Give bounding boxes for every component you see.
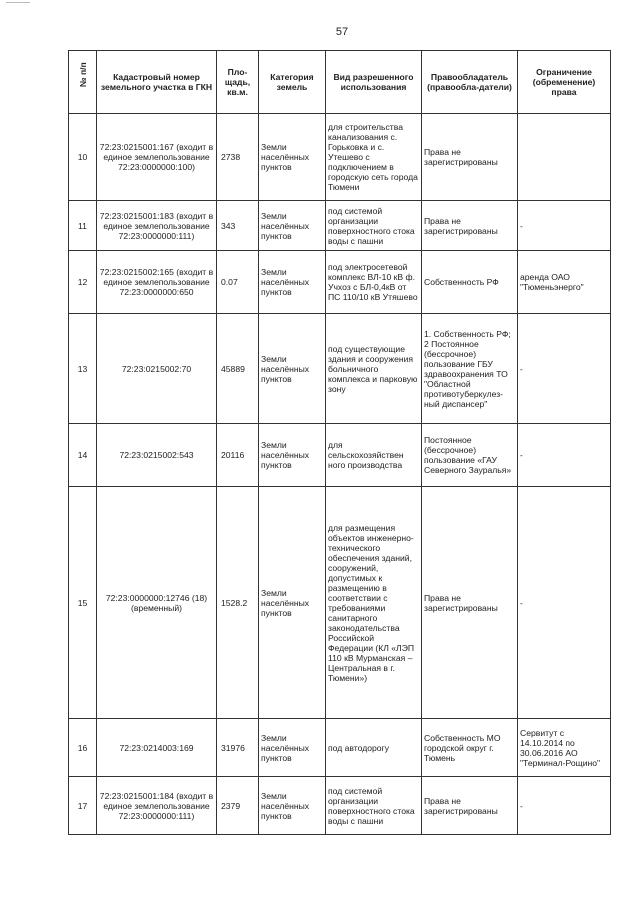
permitted-use: под автодорогу <box>326 719 422 777</box>
area-value: 2379 <box>217 777 259 835</box>
cadastral-number: 72:23:0215001:183 (входит в единое землепользование 72:23:0000000:111) <box>97 201 217 251</box>
col-header-number: № п/п <box>69 51 97 114</box>
col-header-limit: Ограничение (обременение) права <box>518 51 611 114</box>
cadastral-number: 72:23:0215002:70 <box>97 314 217 424</box>
cadastral-number: 72:23:0215001:167 (входит в единое землепользование 72:23:0000000:100) <box>97 114 217 201</box>
right-holder: 1. Собственность РФ; 2 Постоянное (бессрочное) пользование ГБУ здравоохранения ТО "Областной противотуберкулез-ный диспансер" <box>422 314 518 424</box>
area-value: 2738 <box>217 114 259 201</box>
land-category: Земли населённых пунктов <box>259 251 326 314</box>
permitted-use: под существующие здания и сооружения больничного комплекса и парковую зону <box>326 314 422 424</box>
scan-artifact-line <box>6 2 30 3</box>
row-number: 10 <box>69 114 97 201</box>
land-category: Земли населённых пунктов <box>259 201 326 251</box>
land-category: Земли населённых пунктов <box>259 777 326 835</box>
table-row <box>69 251 611 314</box>
row-number: 16 <box>69 719 97 777</box>
land-category: Земли населённых пунктов <box>259 424 326 487</box>
encumbrance: Сервитут с 14.10.2014 по 30.06.2016 АО "Терминал-Рощино" <box>518 719 611 777</box>
area-value: 31976 <box>217 719 259 777</box>
row-number: 12 <box>69 251 97 314</box>
table-row <box>69 314 611 424</box>
area-value: 0.07 <box>217 251 259 314</box>
permitted-use: для сельскохозяйствен ного производства <box>326 424 422 487</box>
page-number: 57 <box>335 26 349 38</box>
row-number: 15 <box>69 487 97 719</box>
cadastral-number: 72:23:0215002:543 <box>97 424 217 487</box>
table-row <box>69 777 611 835</box>
encumbrance: - <box>518 424 611 487</box>
encumbrance: - <box>518 777 611 835</box>
permitted-use: для строительства канализования с. Горьковка и с. Утешево с подключением в городскую сеть города Тюмени <box>326 114 422 201</box>
col-header-cadastral: Кадастровый номер земельного участка в ГКН <box>97 51 217 114</box>
col-header-category: Категория земель <box>259 51 326 114</box>
table-row <box>69 114 611 201</box>
table-header-row <box>69 51 611 114</box>
land-category: Земли населённых пунктов <box>259 719 326 777</box>
area-value: 343 <box>217 201 259 251</box>
land-category: Земли населённых пунктов <box>259 487 326 719</box>
area-value: 45889 <box>217 314 259 424</box>
permitted-use: под электросетевой комплекс ВЛ-10 кВ ф. Учхоз с БЛ-0,4кВ от ПС 110/10 кВ Утяшево <box>326 251 422 314</box>
table-row <box>69 487 611 719</box>
encumbrance: - <box>518 201 611 251</box>
table-row <box>69 719 611 777</box>
permitted-use: для размещения объектов инженерно-технического обеспечения зданий, сооружений, допустимых к размещению в соответствии с требованиями санитарного законодательства Российской Федерации (КЛ «ЛЭП 110 кВ Мурманская – Центральная в г. Тюмени») <box>326 487 422 719</box>
permitted-use: под системой организации поверхностного стока воды с пашни <box>326 201 422 251</box>
row-number: 17 <box>69 777 97 835</box>
cadastral-number: 72:23:0215001:184 (входит в единое землепользование 72:23:0000000:111) <box>97 777 217 835</box>
right-holder: Права не зарегистрированы <box>422 201 518 251</box>
right-holder: Права не зарегистрированы <box>422 777 518 835</box>
encumbrance <box>518 114 611 201</box>
right-holder: Собственность МО городской округ г. Тюмень <box>422 719 518 777</box>
table-row <box>69 201 611 251</box>
cadastral-number: 72:23:0000000:12746 (18) (временный) <box>97 487 217 719</box>
encumbrance: аренда ОАО "Тюменьэнерго" <box>518 251 611 314</box>
col-header-owner: Правообладатель (правообла-датели) <box>422 51 518 114</box>
encumbrance: - <box>518 487 611 719</box>
right-holder: Права не зарегистрированы <box>422 114 518 201</box>
permitted-use: под системой организации поверхностного стока воды с пашни <box>326 777 422 835</box>
col-header-use: Вид разрешенного использования <box>326 51 422 114</box>
table-row <box>69 424 611 487</box>
land-category: Земли населённых пунктов <box>259 114 326 201</box>
right-holder: Права не зарегистрированы <box>422 487 518 719</box>
cadastral-number: 72:23:0215002:165 (входит в единое землепользование 72:23:0000000:650 <box>97 251 217 314</box>
land-category: Земли населённых пунктов <box>259 314 326 424</box>
right-holder: Постоянное (бессрочное) пользование «ГАУ Северного Зауралья» <box>422 424 518 487</box>
row-number: 11 <box>69 201 97 251</box>
area-value: 20116 <box>217 424 259 487</box>
row-number: 13 <box>69 314 97 424</box>
land-plots-table <box>68 50 611 835</box>
encumbrance: - <box>518 314 611 424</box>
row-number: 14 <box>69 424 97 487</box>
col-header-area: Пло-щадь, кв.м. <box>217 51 259 114</box>
right-holder: Собственность РФ <box>422 251 518 314</box>
cadastral-number: 72:23:0214003:169 <box>97 719 217 777</box>
area-value: 1528.2 <box>217 487 259 719</box>
